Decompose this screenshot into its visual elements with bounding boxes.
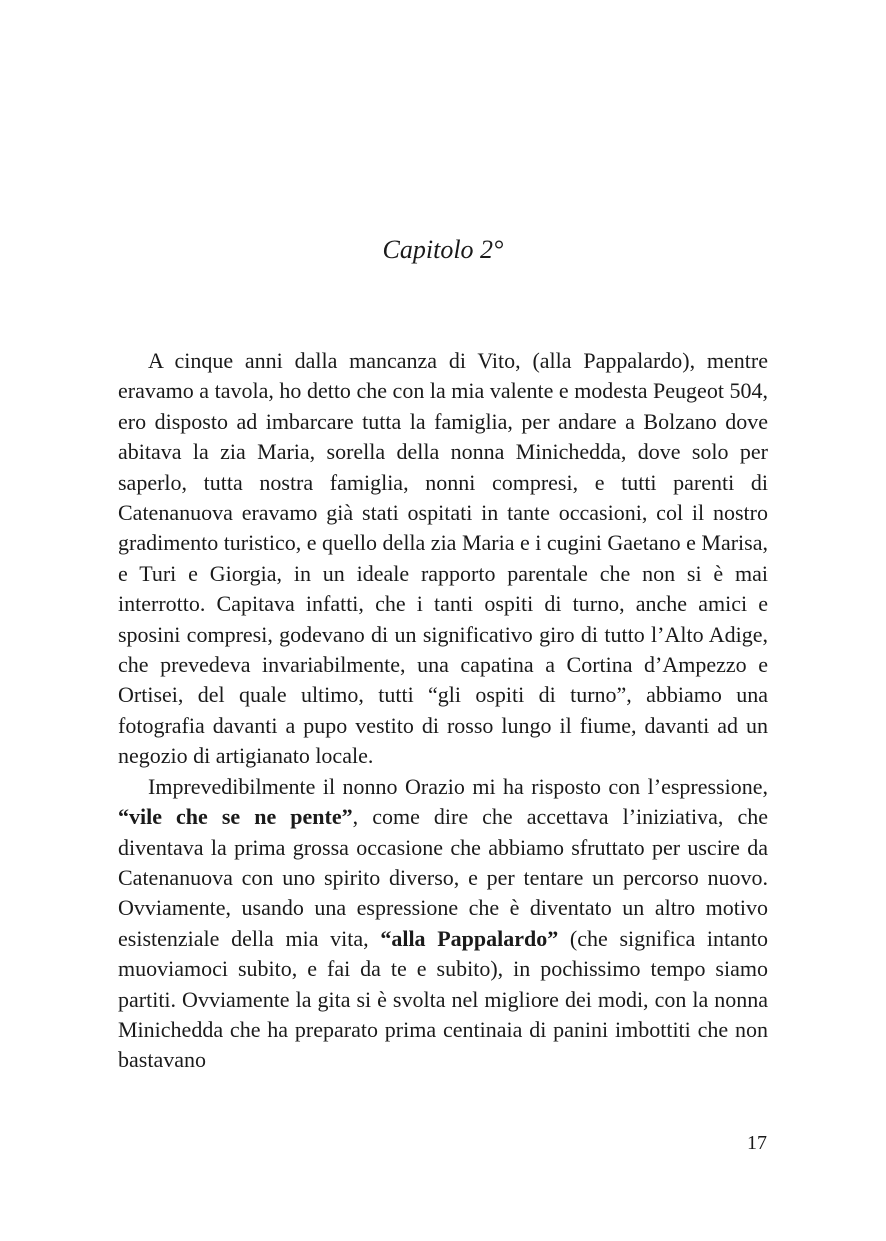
chapter-title: Capitolo 2° bbox=[382, 235, 504, 264]
page-number: 17 bbox=[747, 1132, 767, 1154]
paragraph-2 bbox=[118, 772, 768, 1076]
quote-alla-pappalardo: “alla Pappalardo” bbox=[380, 925, 559, 951]
quote-vile-che-se-ne-pente: “vile che se ne pente” bbox=[118, 804, 353, 830]
paragraph-1-text: A cinque anni dalla mancanza di Vito, (alla Pappalardo), mentre eravamo a tavola, ho detto che con la mia valente e modesta Peugeot 504, ero disposto ad imbarcare tutta la famiglia, per andare a Bolzano dove abitava la zia Maria, sorella della nonna Minichedda, dove solo per saperlo, tutta nostra famiglia, nonni compresi, e tutti parenti di Catenanuova eravamo già stati ospitati in tante occasioni, col il nostro gradimento turistico, e quello della zia Maria e i cugini Gaetano e Marisa, e Turi e Giorgia, in un ideale rapporto parentale che non si è mai interrotto. Capitava infatti, che i tanti ospiti di turno, anche amici e sposini compresi, godevano di un significativo giro di tutto l’Alto Adige, che prevedeva invariabilmente, una capatina a Cortina d’Ampezzo e Ortisei, del quale ultimo, tutti “gli ospiti di turno”, abbiamo una fotografia davanti a pupo vestito di rosso lungo il fiume, davanti ad un negozio di artigianato locale. bbox=[118, 348, 768, 769]
paragraph-2-text-c: (che significa intanto muoviamoci subito, e fai da te e subito), in pochissimo tempo siamo partiti. Ovviamente la gita si è svolta nel migliore dei modi, con la nonna Minichedda che ha preparato prima centinaia di panini imbottiti che non bastavano bbox=[118, 925, 768, 1073]
chapter-body bbox=[118, 346, 768, 1076]
paragraph-2-text-b: , come dire che accettava l’iniziativa, che diventava la prima grossa occasione che abbiamo sfruttato per uscire da Catenanuova con uno spirito diverso, e per tentare un percorso nuovo. Ovviamente, usando una espressione che è diventato un altro motivo esistenziale della mia vita, bbox=[118, 804, 768, 951]
paragraph-1 bbox=[118, 346, 768, 772]
paragraph-2-text-a: Imprevedibilmente il nonno Orazio mi ha risposto con l’espressione, bbox=[148, 773, 768, 799]
